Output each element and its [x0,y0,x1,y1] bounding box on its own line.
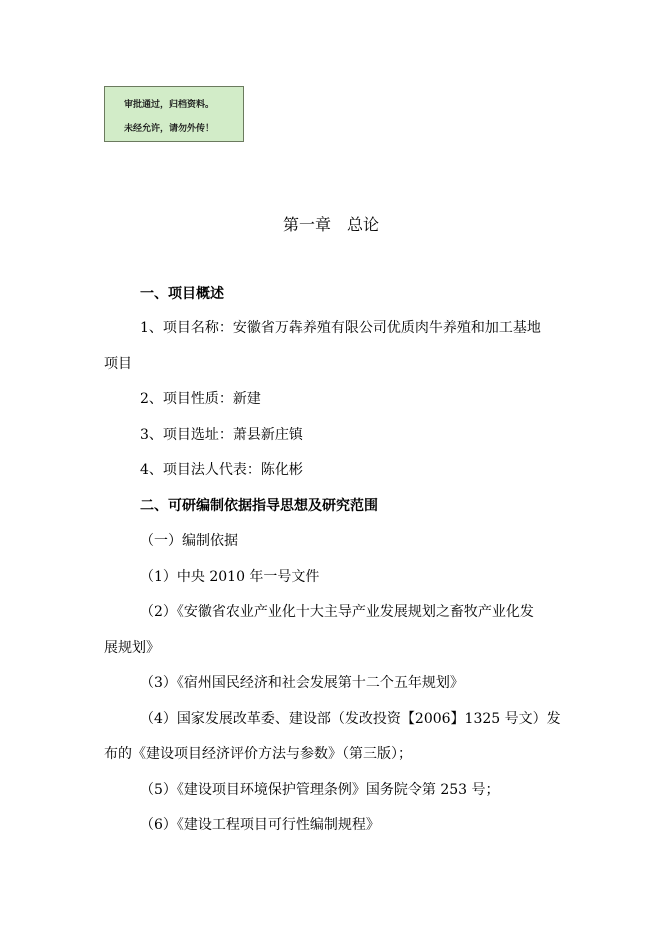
reference-4-line1: （4）国家发展改革委、建设部（发改投资【2006】1325 号文）发 [140,711,561,727]
item-project-name-line2: 项目 [104,356,132,372]
reference-6: （6）《建设工程项目可行性编制规程》 [140,817,380,833]
subheading-basis: （一）编制依据 [140,533,238,549]
reference-2-line1: （2）《安徽省农业产业化十大主导产业发展规划之畜牧产业化发 [140,604,534,620]
reference-3: （3）《宿州国民经济和社会发展第十二个五年规划》 [140,675,464,691]
item-project-location: 3、项目选址：萧县新庄镇 [140,427,303,443]
notice-line-approved: 审批通过，归档资料。 [124,100,215,110]
section-heading-basis: 二、可研编制依据指导思想及研究范围 [140,498,378,514]
reference-5: （5）《建设项目环境保护管理条例》国务院令第 253 号； [140,782,500,798]
item-project-name-line1: 1、项目名称：安徽省万犇养殖有限公司优质肉牛养殖和加工基地 [140,320,541,336]
chapter-title: 第一章 总论 [282,215,379,234]
reference-1: （1）中央 2010 年一号文件 [140,569,320,585]
section-heading-overview: 一、项目概述 [140,286,224,302]
reference-4-line2: 布的《建设项目经济评价方法与参数》（第三版）； [104,746,412,762]
item-legal-representative: 4、项目法人代表：陈化彬 [140,462,303,478]
approval-notice-box [104,86,244,142]
notice-line-confidential: 未经允许，请勿外传！ [124,124,215,134]
item-project-nature: 2、项目性质：新建 [140,391,261,407]
reference-2-line2: 展规划》 [104,640,160,656]
